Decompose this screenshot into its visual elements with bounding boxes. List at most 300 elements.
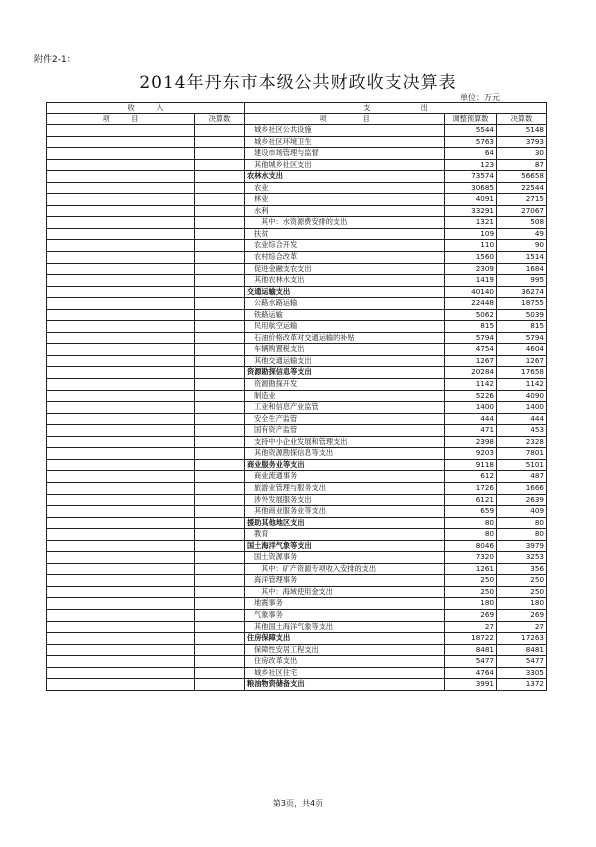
table-row xyxy=(47,552,547,564)
budget-table xyxy=(46,102,547,691)
table-row xyxy=(47,390,547,402)
adjusted-budget-cell: 180 xyxy=(445,598,497,610)
table-row xyxy=(47,159,547,171)
income-final-cell xyxy=(195,228,245,240)
income-item-cell xyxy=(47,332,195,344)
income-item-cell xyxy=(47,228,195,240)
table-row xyxy=(47,298,547,310)
adjusted-budget-cell: 80 xyxy=(445,529,497,541)
income-final-cell xyxy=(195,217,245,229)
income-final-cell xyxy=(195,194,245,206)
expense-final-cell: 1666 xyxy=(497,482,547,494)
expense-item-cell: 扶贫 xyxy=(245,228,445,240)
adjusted-budget-cell: 73574 xyxy=(445,171,497,183)
expense-item-cell: 气象事务 xyxy=(245,609,445,621)
expense-final-cell: 2639 xyxy=(497,494,547,506)
adjusted-budget-cell: 22448 xyxy=(445,298,497,310)
expense-item-cell: 铁路运输 xyxy=(245,309,445,321)
expense-item-cell: 海洋管理事务 xyxy=(245,575,445,587)
expense-final-cell: 1514 xyxy=(497,252,547,264)
income-final-cell xyxy=(195,413,245,425)
table-row xyxy=(47,471,547,483)
page-footer: 第3页，共4页 xyxy=(272,799,324,808)
expense-item-cell: 旅游业管理与服务支出 xyxy=(245,482,445,494)
income-final-cell xyxy=(195,425,245,437)
expense-item-cell: 其中：海域使用金支出 xyxy=(245,586,445,598)
expense-final-cell: 1142 xyxy=(497,379,547,391)
adjusted-budget-cell: 269 xyxy=(445,609,497,621)
expense-final-cell: 453 xyxy=(497,425,547,437)
expense-final-cell: 250 xyxy=(497,586,547,598)
income-final-cell xyxy=(195,482,245,494)
expense-final-cell: 1372 xyxy=(497,679,547,691)
table-row xyxy=(47,563,547,575)
adjusted-budget-cell: 250 xyxy=(445,586,497,598)
expense-item-cell: 其中：矿产资源专项收入安排的支出 xyxy=(245,563,445,575)
adjusted-budget-cell: 250 xyxy=(445,575,497,587)
adjusted-budget-cell: 9203 xyxy=(445,448,497,460)
income-item-cell xyxy=(47,459,195,471)
income-item-cell xyxy=(47,482,195,494)
table-row xyxy=(47,667,547,679)
income-final-cell xyxy=(195,332,245,344)
income-item-cell xyxy=(47,309,195,321)
expense-final-cell: 27067 xyxy=(497,205,547,217)
adjusted-budget-cell: 20284 xyxy=(445,367,497,379)
adjusted-budget-cell: 8046 xyxy=(445,540,497,552)
income-item-cell xyxy=(47,298,195,310)
income-final-cell xyxy=(195,240,245,252)
table-row xyxy=(47,194,547,206)
adjusted-budget-cell: 18722 xyxy=(445,633,497,645)
income-final-cell xyxy=(195,575,245,587)
expense-final-cell: 5794 xyxy=(497,332,547,344)
income-final-cell xyxy=(195,171,245,183)
table-row xyxy=(47,355,547,367)
income-item-cell xyxy=(47,402,195,414)
expense-final-cell: 22544 xyxy=(497,182,547,194)
expense-final-cell: 3979 xyxy=(497,540,547,552)
expense-item-cell: 其他城乡社区支出 xyxy=(245,159,445,171)
expense-item-cell: 国土海洋气象等支出 xyxy=(245,540,445,552)
income-item-cell xyxy=(47,194,195,206)
adjusted-budget-cell: 1267 xyxy=(445,355,497,367)
expense-item-cell: 资源勘探信息等支出 xyxy=(245,367,445,379)
income-item-cell xyxy=(47,586,195,598)
income-final-cell xyxy=(195,286,245,298)
page-title: 2014年丹东市本级公共财政收支决算表 xyxy=(139,73,457,93)
income-item-cell xyxy=(47,609,195,621)
income-item-cell xyxy=(47,321,195,333)
income-final-cell xyxy=(195,459,245,471)
income-final-cell xyxy=(195,644,245,656)
income-item-cell xyxy=(47,240,195,252)
expense-item-cell: 建设市场管理与监督 xyxy=(245,148,445,160)
income-item-cell xyxy=(47,667,195,679)
table-row xyxy=(47,205,547,217)
expense-final-cell: 1684 xyxy=(497,263,547,275)
expense-final-cell: 17658 xyxy=(497,367,547,379)
adjusted-budget-cell: 6121 xyxy=(445,494,497,506)
adjusted-budget-header: 调整预算数 xyxy=(445,114,497,125)
expense-final-cell: 8481 xyxy=(497,644,547,656)
expense-item-cell: 农业综合开发 xyxy=(245,240,445,252)
income-final-cell xyxy=(195,540,245,552)
adjusted-budget-cell: 1400 xyxy=(445,402,497,414)
header-row-1 xyxy=(47,103,547,114)
expense-item-cell: 水利 xyxy=(245,205,445,217)
expense-final-cell: 90 xyxy=(497,240,547,252)
expense-final-cell: 3253 xyxy=(497,552,547,564)
expense-item-cell: 农林水支出 xyxy=(245,171,445,183)
adjusted-budget-cell: 1560 xyxy=(445,252,497,264)
income-final-header: 决算数 xyxy=(195,114,245,125)
income-final-cell xyxy=(195,506,245,518)
expense-item-cell: 制造业 xyxy=(245,390,445,402)
expense-item-cell: 民用航空运输 xyxy=(245,321,445,333)
income-final-cell xyxy=(195,148,245,160)
expense-item-cell: 支持中小企业发展和管理支出 xyxy=(245,436,445,448)
income-final-cell xyxy=(195,598,245,610)
expense-final-cell: 487 xyxy=(497,471,547,483)
table-row xyxy=(47,217,547,229)
income-final-cell xyxy=(195,298,245,310)
adjusted-budget-cell: 4764 xyxy=(445,667,497,679)
table-row xyxy=(47,482,547,494)
income-item-cell xyxy=(47,148,195,160)
expense-header: 支 出 xyxy=(245,103,547,114)
table-row xyxy=(47,575,547,587)
income-final-cell xyxy=(195,633,245,645)
expense-item-cell: 商业服务业等支出 xyxy=(245,459,445,471)
table-row xyxy=(47,332,547,344)
adjusted-budget-cell: 5763 xyxy=(445,136,497,148)
table-row xyxy=(47,402,547,414)
income-item-cell xyxy=(47,598,195,610)
income-item-cell xyxy=(47,563,195,575)
table-row xyxy=(47,436,547,448)
adjusted-budget-cell: 1261 xyxy=(445,563,497,575)
expense-final-cell: 409 xyxy=(497,506,547,518)
income-item-cell xyxy=(47,379,195,391)
income-final-cell xyxy=(195,517,245,529)
adjusted-budget-cell: 109 xyxy=(445,228,497,240)
expense-item-cell: 城乡社区住宅 xyxy=(245,667,445,679)
expense-item-cell: 其他农林水支出 xyxy=(245,275,445,287)
income-final-cell xyxy=(195,379,245,391)
expense-item-cell: 保障性安居工程支出 xyxy=(245,644,445,656)
adjusted-budget-cell: 80 xyxy=(445,517,497,529)
income-item-cell xyxy=(47,217,195,229)
adjusted-budget-cell: 8481 xyxy=(445,644,497,656)
table-row xyxy=(47,644,547,656)
table-row xyxy=(47,621,547,633)
table-row xyxy=(47,679,547,691)
unit-label: 单位：万元 xyxy=(460,93,500,102)
expense-final-cell: 1400 xyxy=(497,402,547,414)
adjusted-budget-cell: 2309 xyxy=(445,263,497,275)
adjusted-budget-cell: 5062 xyxy=(445,309,497,321)
income-final-cell xyxy=(195,275,245,287)
expense-final-cell: 444 xyxy=(497,413,547,425)
income-item-cell xyxy=(47,344,195,356)
income-item-cell xyxy=(47,448,195,460)
income-final-cell xyxy=(195,586,245,598)
expense-item-cell: 农村综合改革 xyxy=(245,252,445,264)
income-item-cell xyxy=(47,263,195,275)
adjusted-budget-cell: 4754 xyxy=(445,344,497,356)
expense-final-cell: 4604 xyxy=(497,344,547,356)
income-item-cell xyxy=(47,436,195,448)
table-row xyxy=(47,286,547,298)
adjusted-budget-cell: 64 xyxy=(445,148,497,160)
income-final-cell xyxy=(195,321,245,333)
table-row xyxy=(47,609,547,621)
table-row xyxy=(47,321,547,333)
table-row xyxy=(47,379,547,391)
adjusted-budget-cell: 1321 xyxy=(445,217,497,229)
adjusted-budget-cell: 5226 xyxy=(445,390,497,402)
income-item-cell xyxy=(47,275,195,287)
table-row xyxy=(47,633,547,645)
income-final-cell xyxy=(195,609,245,621)
adjusted-budget-cell: 471 xyxy=(445,425,497,437)
expense-item-cell: 公路水路运输 xyxy=(245,298,445,310)
income-item-cell xyxy=(47,171,195,183)
income-item-header: 项 目 xyxy=(47,114,195,125)
income-final-cell xyxy=(195,263,245,275)
table-row xyxy=(47,494,547,506)
expense-item-cell: 促进金融支农支出 xyxy=(245,263,445,275)
expense-final-cell: 18755 xyxy=(497,298,547,310)
adjusted-budget-cell: 1726 xyxy=(445,482,497,494)
income-item-cell xyxy=(47,517,195,529)
expense-final-cell: 995 xyxy=(497,275,547,287)
expense-item-cell: 车辆购置税支出 xyxy=(245,344,445,356)
expense-item-cell: 其他资源勘探信息等支出 xyxy=(245,448,445,460)
table-row xyxy=(47,240,547,252)
expense-item-header: 项 目 xyxy=(245,114,445,125)
expense-item-cell: 其他国土海洋气象等支出 xyxy=(245,621,445,633)
expense-final-cell: 356 xyxy=(497,563,547,575)
income-item-cell xyxy=(47,136,195,148)
expense-final-cell: 7801 xyxy=(497,448,547,460)
expense-item-cell: 其他交通运输支出 xyxy=(245,355,445,367)
table-row xyxy=(47,136,547,148)
income-final-cell xyxy=(195,436,245,448)
expense-final-cell: 5477 xyxy=(497,656,547,668)
table-row xyxy=(47,517,547,529)
expense-item-cell: 城乡社区公共设施 xyxy=(245,125,445,137)
income-final-cell xyxy=(195,656,245,668)
adjusted-budget-cell: 123 xyxy=(445,159,497,171)
table-row xyxy=(47,656,547,668)
table-row xyxy=(47,413,547,425)
expense-item-cell: 地震事务 xyxy=(245,598,445,610)
income-item-cell xyxy=(47,390,195,402)
income-item-cell xyxy=(47,413,195,425)
expense-item-cell: 交通运输支出 xyxy=(245,286,445,298)
table-row xyxy=(47,586,547,598)
table-row xyxy=(47,182,547,194)
expense-final-cell: 2328 xyxy=(497,436,547,448)
income-final-cell xyxy=(195,355,245,367)
table-row xyxy=(47,228,547,240)
adjusted-budget-cell: 27 xyxy=(445,621,497,633)
expense-final-cell: 30 xyxy=(497,148,547,160)
income-item-cell xyxy=(47,621,195,633)
table-row xyxy=(47,540,547,552)
adjusted-budget-cell: 659 xyxy=(445,506,497,518)
income-item-cell xyxy=(47,679,195,691)
income-item-cell xyxy=(47,633,195,645)
expense-final-header: 决算数 xyxy=(497,114,547,125)
table-row xyxy=(47,148,547,160)
table-row xyxy=(47,459,547,471)
income-item-cell xyxy=(47,159,195,171)
expense-item-cell: 资源勘探开发 xyxy=(245,379,445,391)
expense-final-cell: 17263 xyxy=(497,633,547,645)
adjusted-budget-cell: 30685 xyxy=(445,182,497,194)
expense-final-cell: 180 xyxy=(497,598,547,610)
income-item-cell xyxy=(47,367,195,379)
income-final-cell xyxy=(195,552,245,564)
income-item-cell xyxy=(47,506,195,518)
income-item-cell xyxy=(47,656,195,668)
expense-final-cell: 27 xyxy=(497,621,547,633)
expense-final-cell: 269 xyxy=(497,609,547,621)
table-row xyxy=(47,171,547,183)
table-row xyxy=(47,529,547,541)
expense-final-cell: 49 xyxy=(497,228,547,240)
expense-item-cell: 林业 xyxy=(245,194,445,206)
expense-item-cell: 安全生产监管 xyxy=(245,413,445,425)
expense-final-cell: 80 xyxy=(497,517,547,529)
table-row xyxy=(47,263,547,275)
expense-final-cell: 87 xyxy=(497,159,547,171)
expense-item-cell: 农业 xyxy=(245,182,445,194)
adjusted-budget-cell: 3991 xyxy=(445,679,497,691)
expense-item-cell: 住房改革支出 xyxy=(245,656,445,668)
table-row xyxy=(47,275,547,287)
table-row xyxy=(47,344,547,356)
expense-item-cell: 粮油物资储备支出 xyxy=(245,679,445,691)
income-item-cell xyxy=(47,529,195,541)
income-final-cell xyxy=(195,448,245,460)
table-row xyxy=(47,506,547,518)
expense-final-cell: 80 xyxy=(497,529,547,541)
expense-final-cell: 5039 xyxy=(497,309,547,321)
expense-item-cell: 商业流通事务 xyxy=(245,471,445,483)
expense-final-cell: 56658 xyxy=(497,171,547,183)
adjusted-budget-cell: 815 xyxy=(445,321,497,333)
adjusted-budget-cell: 33291 xyxy=(445,205,497,217)
income-item-cell xyxy=(47,425,195,437)
expense-item-cell: 教育 xyxy=(245,529,445,541)
income-final-cell xyxy=(195,159,245,171)
income-final-cell xyxy=(195,471,245,483)
table-row xyxy=(47,367,547,379)
table-row xyxy=(47,448,547,460)
expense-item-cell: 其他商业服务业等支出 xyxy=(245,506,445,518)
adjusted-budget-cell: 2398 xyxy=(445,436,497,448)
income-final-cell xyxy=(195,205,245,217)
adjusted-budget-cell: 612 xyxy=(445,471,497,483)
income-item-cell xyxy=(47,286,195,298)
expense-final-cell: 2715 xyxy=(497,194,547,206)
income-final-cell xyxy=(195,125,245,137)
expense-final-cell: 36274 xyxy=(497,286,547,298)
expense-item-cell: 国土资源事务 xyxy=(245,552,445,564)
expense-item-cell: 住房保障支出 xyxy=(245,633,445,645)
attachment-label: 附件2-1： xyxy=(34,55,76,65)
income-final-cell xyxy=(195,309,245,321)
income-item-cell xyxy=(47,494,195,506)
income-item-cell xyxy=(47,644,195,656)
expense-item-cell: 援助其他地区支出 xyxy=(245,517,445,529)
adjusted-budget-cell: 40140 xyxy=(445,286,497,298)
expense-item-cell: 工业和信息产业监管 xyxy=(245,402,445,414)
adjusted-budget-cell: 1419 xyxy=(445,275,497,287)
income-item-cell xyxy=(47,471,195,483)
income-final-cell xyxy=(195,136,245,148)
income-final-cell xyxy=(195,252,245,264)
income-item-cell xyxy=(47,540,195,552)
income-final-cell xyxy=(195,667,245,679)
table-row xyxy=(47,425,547,437)
income-item-cell xyxy=(47,552,195,564)
expense-final-cell: 3305 xyxy=(497,667,547,679)
expense-final-cell: 3793 xyxy=(497,136,547,148)
income-final-cell xyxy=(195,529,245,541)
income-final-cell xyxy=(195,494,245,506)
income-final-cell xyxy=(195,344,245,356)
income-item-cell xyxy=(47,205,195,217)
expense-final-cell: 5101 xyxy=(497,459,547,471)
income-item-cell xyxy=(47,182,195,194)
income-item-cell xyxy=(47,575,195,587)
expense-item-cell: 城乡社区环境卫生 xyxy=(245,136,445,148)
adjusted-budget-cell: 9118 xyxy=(445,459,497,471)
expense-item-cell: 其中：水资源费安排的支出 xyxy=(245,217,445,229)
income-final-cell xyxy=(195,402,245,414)
table-row xyxy=(47,252,547,264)
income-final-cell xyxy=(195,563,245,575)
income-final-cell xyxy=(195,621,245,633)
table-row xyxy=(47,125,547,137)
adjusted-budget-cell: 444 xyxy=(445,413,497,425)
income-final-cell xyxy=(195,367,245,379)
expense-item-cell: 石油价格改革对交通运输的补贴 xyxy=(245,332,445,344)
adjusted-budget-cell: 5544 xyxy=(445,125,497,137)
income-final-cell xyxy=(195,390,245,402)
income-final-cell xyxy=(195,679,245,691)
expense-item-cell: 涉外发展服务支出 xyxy=(245,494,445,506)
expense-final-cell: 1267 xyxy=(497,355,547,367)
adjusted-budget-cell: 5477 xyxy=(445,656,497,668)
income-item-cell xyxy=(47,125,195,137)
adjusted-budget-cell: 110 xyxy=(445,240,497,252)
income-item-cell xyxy=(47,355,195,367)
table-row xyxy=(47,309,547,321)
expense-final-cell: 250 xyxy=(497,575,547,587)
header-row-2 xyxy=(47,114,547,125)
income-final-cell xyxy=(195,182,245,194)
expense-final-cell: 815 xyxy=(497,321,547,333)
adjusted-budget-cell: 5794 xyxy=(445,332,497,344)
expense-item-cell: 国有资产监管 xyxy=(245,425,445,437)
expense-final-cell: 508 xyxy=(497,217,547,229)
